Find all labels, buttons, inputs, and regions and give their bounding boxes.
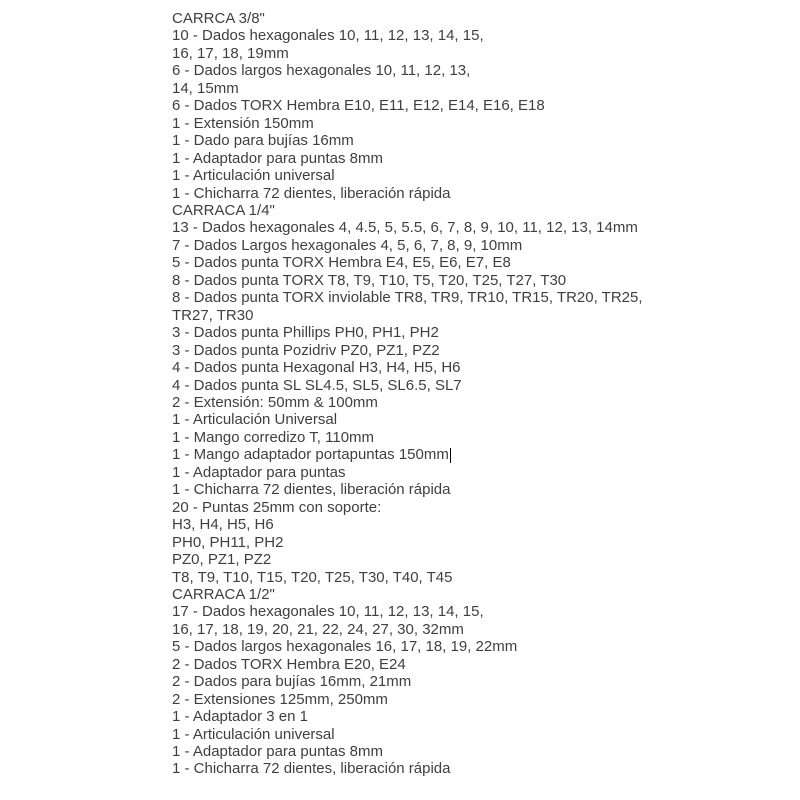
text-line[interactable] xyxy=(172,62,732,79)
text-line[interactable] xyxy=(172,394,732,411)
text-line-content: 1 - Mango adaptador portapuntas 150mm xyxy=(172,446,449,464)
text-line[interactable] xyxy=(172,603,732,620)
text-line[interactable] xyxy=(172,202,732,219)
text-line-content: 1 - Chicharra 72 dientes, liberación rápida xyxy=(172,481,451,499)
text-line[interactable] xyxy=(172,534,732,551)
text-line[interactable] xyxy=(172,464,732,481)
text-line[interactable] xyxy=(172,429,732,446)
text-line[interactable] xyxy=(172,307,732,324)
text-line-content: 8 - Dados punta TORX inviolable TR8, TR9, TR10, TR15, TR20, TR25, xyxy=(172,289,643,307)
text-line[interactable] xyxy=(172,691,732,708)
text-line-content: 1 - Mango corredizo T, 110mm xyxy=(172,428,375,446)
text-line-content: 4 - Dados punta SL SL4.5, SL5, SL6.5, SL7 xyxy=(172,376,462,394)
text-line[interactable] xyxy=(172,569,732,586)
text-line-content: 2 - Extensiones 125mm, 250mm xyxy=(172,690,388,708)
text-line-content: 5 - Dados punta TORX Hembra E4, E5, E6, E7, E8 xyxy=(172,254,511,272)
text-line-content: 6 - Dados largos hexagonales 10, 11, 12, 13, xyxy=(172,62,471,80)
text-line[interactable] xyxy=(172,446,732,463)
text-line[interactable] xyxy=(172,97,732,114)
text-line-content: 14, 15mm xyxy=(172,79,239,97)
text-line[interactable] xyxy=(172,342,732,359)
text-line-content: PH0, PH11, PH2 xyxy=(172,533,284,551)
text-line-content: T8, T9, T10, T15, T20, T25, T30, T40, T45 xyxy=(172,568,453,586)
text-line[interactable] xyxy=(172,743,732,760)
text-line[interactable] xyxy=(172,45,732,62)
text-line[interactable] xyxy=(172,115,732,132)
text-line-content: 2 - Extensión: 50mm & 100mm xyxy=(172,393,378,411)
text-line-content: 1 - Adaptador 3 en 1 xyxy=(172,708,308,726)
text-cursor xyxy=(450,448,451,463)
text-editor-area[interactable] xyxy=(172,10,732,778)
text-line[interactable] xyxy=(172,708,732,725)
text-line-content: 2 - Dados para bujías 16mm, 21mm xyxy=(172,673,412,691)
text-line[interactable] xyxy=(172,499,732,516)
text-line-content: 3 - Dados punta Phillips PH0, PH1, PH2 xyxy=(172,324,439,342)
text-line[interactable] xyxy=(172,551,732,568)
text-line-content: CARRACA 1/4" xyxy=(172,201,275,219)
text-line[interactable] xyxy=(172,185,732,202)
text-line[interactable] xyxy=(172,167,732,184)
text-line-content: PZ0, PZ1, PZ2 xyxy=(172,551,272,569)
text-line-content: 16, 17, 18, 19, 20, 21, 22, 24, 27, 30, 32mm xyxy=(172,620,464,638)
text-line-content: 1 - Dado para bujías 16mm xyxy=(172,132,354,150)
text-line-content: 5 - Dados largos hexagonales 16, 17, 18, 19, 22mm xyxy=(172,638,518,656)
text-line[interactable] xyxy=(172,586,732,603)
text-line-content: 1 - Articulación universal xyxy=(172,167,335,185)
text-line-content: 1 - Chicharra 72 dientes, liberación rápida xyxy=(172,760,451,778)
text-line[interactable] xyxy=(172,132,732,149)
text-line[interactable] xyxy=(172,237,732,254)
text-line-content: 1 - Adaptador para puntas xyxy=(172,463,346,481)
text-line[interactable] xyxy=(172,481,732,498)
text-line-content: 20 - Puntas 25mm con soporte: xyxy=(172,498,382,516)
text-line-content: 1 - Articulación Universal xyxy=(172,411,338,429)
text-line[interactable] xyxy=(172,150,732,167)
text-line-content: 10 - Dados hexagonales 10, 11, 12, 13, 14, 15, xyxy=(172,27,484,45)
text-line-content: CARRCA 3/8" xyxy=(172,10,265,27)
text-line[interactable] xyxy=(172,80,732,97)
text-line-content: 1 - Articulación universal xyxy=(172,725,335,743)
text-line[interactable] xyxy=(172,324,732,341)
text-line[interactable] xyxy=(172,516,732,533)
text-line[interactable] xyxy=(172,27,732,44)
text-line-content: 1 - Extensión 150mm xyxy=(172,114,314,132)
text-line[interactable] xyxy=(172,621,732,638)
text-line[interactable] xyxy=(172,272,732,289)
text-line-content: 1 - Chicharra 72 dientes, liberación rápida xyxy=(172,184,451,202)
text-line-content: 17 - Dados hexagonales 10, 11, 12, 13, 14, 15, xyxy=(172,603,484,621)
text-line[interactable] xyxy=(172,656,732,673)
text-line-content: 16, 17, 18, 19mm xyxy=(172,44,289,62)
text-line-content: 6 - Dados TORX Hembra E10, E11, E12, E14, E16, E18 xyxy=(172,97,545,115)
text-line-content: 2 - Dados TORX Hembra E20, E24 xyxy=(172,655,406,673)
text-line-content: 8 - Dados punta TORX T8, T9, T10, T5, T20, T25, T27, T30 xyxy=(172,271,567,289)
text-line-content: TR27, TR30 xyxy=(172,306,254,324)
text-line-content: 1 - Adaptador para puntas 8mm xyxy=(172,149,383,167)
text-line-content: 1 - Adaptador para puntas 8mm xyxy=(172,743,383,761)
text-line-content: CARRACA 1/2" xyxy=(172,585,275,603)
text-line[interactable] xyxy=(172,359,732,376)
text-line-content: 13 - Dados hexagonales 4, 4.5, 5, 5.5, 6, 7, 8, 9, 10, 11, 12, 13, 14mm xyxy=(172,219,638,237)
text-line[interactable] xyxy=(172,254,732,271)
text-line-content: 3 - Dados punta Pozidriv PZ0, PZ1, PZ2 xyxy=(172,341,440,359)
text-line[interactable] xyxy=(172,673,732,690)
text-line[interactable] xyxy=(172,377,732,394)
text-line[interactable] xyxy=(172,10,732,27)
text-line[interactable] xyxy=(172,638,732,655)
text-line[interactable] xyxy=(172,219,732,236)
text-line[interactable] xyxy=(172,726,732,743)
text-line-content: H3, H4, H5, H6 xyxy=(172,516,274,534)
text-line-content: 4 - Dados punta Hexagonal H3, H4, H5, H6 xyxy=(172,359,461,377)
text-line[interactable] xyxy=(172,289,732,306)
text-line[interactable] xyxy=(172,411,732,428)
text-line-content: 7 - Dados Largos hexagonales 4, 5, 6, 7, 8, 9, 10mm xyxy=(172,236,523,254)
text-line[interactable] xyxy=(172,760,732,777)
